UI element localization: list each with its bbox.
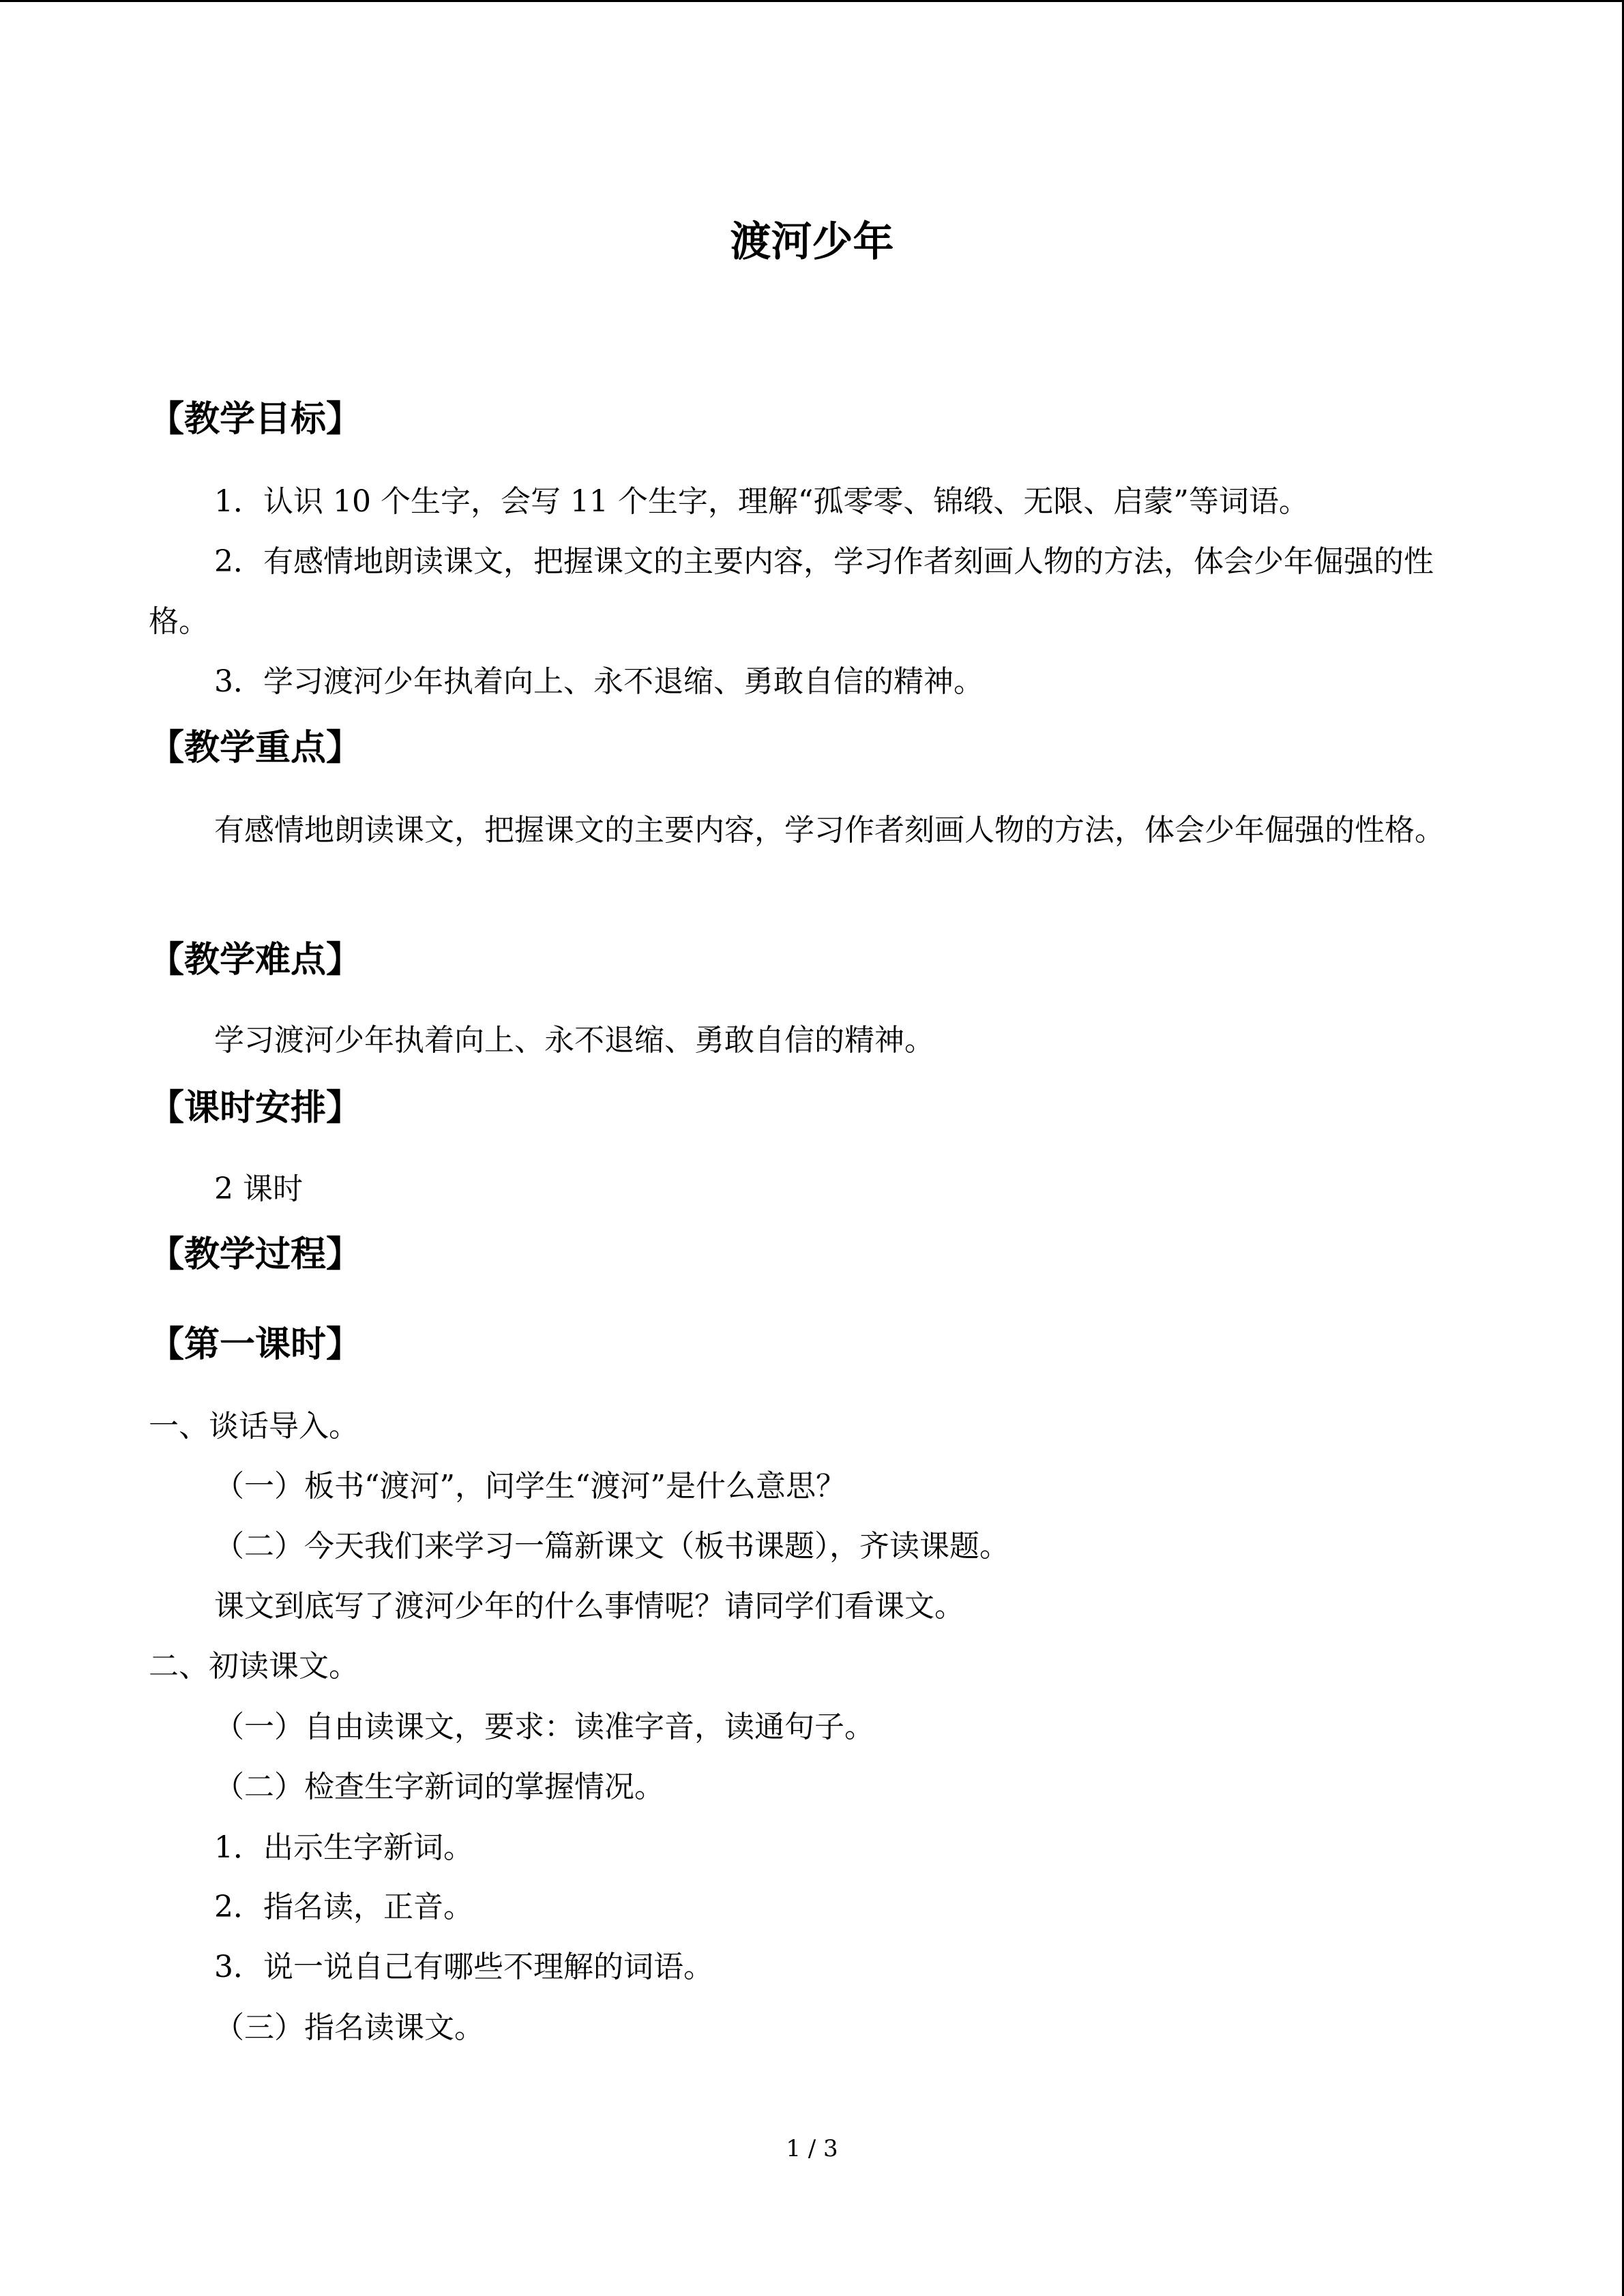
heading-process: 【教学过程】	[149, 1234, 362, 1275]
difficulties-text: 学习渡河少年执着向上、永不退缩、勇敢自信的精神。	[214, 1023, 934, 1058]
part2-sub3: （三）指名读课文。	[214, 2010, 484, 2045]
part2-step3: 3．说一说自己有哪些不理解的词语。	[214, 1950, 713, 1984]
heading-key-points: 【教学重点】	[149, 728, 362, 769]
part2-step1: 1．出示生字新词。	[214, 1830, 473, 1865]
schedule-text: 2 课时	[214, 1172, 303, 1206]
key-points-text: 有感情地朗读课文，把握课文的主要内容，学习作者刻画人物的方法，体会少年倔强的性格。	[214, 813, 1445, 848]
objective-item-2: 2．有感情地朗读课文，把握课文的主要内容，学习作者刻画人物的方法，体会少年倔强的性格。	[149, 544, 1434, 639]
heading-objectives: 【教学目标】	[149, 399, 362, 440]
objective-item-1: 1．认识 10 个生字，会写 11 个生字，理解“孤零零、锦缎、无限、启蒙”等词语。	[214, 484, 1309, 519]
part1-note: 课文到底写了渡河少年的什么事情呢？请同学们看课文。	[214, 1589, 964, 1624]
part1-sub2: （二）今天我们来学习一篇新课文（板书课题），齐读课题。	[214, 1529, 1009, 1564]
part1-sub1: （一）板书“渡河”，问学生“渡河”是什么意思？	[214, 1469, 846, 1504]
objective-item-3: 3．学习渡河少年执着向上、永不退缩、勇敢自信的精神。	[214, 664, 984, 699]
part1-title: 一、谈话导入。	[149, 1409, 359, 1444]
part2-step2: 2．指名读，正音。	[214, 1890, 473, 1924]
part2-title: 二、初读课文。	[149, 1649, 359, 1684]
heading-difficulties: 【教学难点】	[149, 940, 362, 981]
heading-first-lesson: 【第一课时】	[149, 1324, 362, 1365]
part2-sub2: （二）检查生字新词的掌握情况。	[214, 1770, 664, 1804]
document-title: 渡河少年	[730, 218, 894, 266]
part2-sub1: （一）自由读课文，要求：读准字音，读通句子。	[214, 1710, 874, 1744]
page-number: 1 / 3	[786, 2135, 838, 2162]
heading-schedule: 【课时安排】	[149, 1088, 362, 1129]
